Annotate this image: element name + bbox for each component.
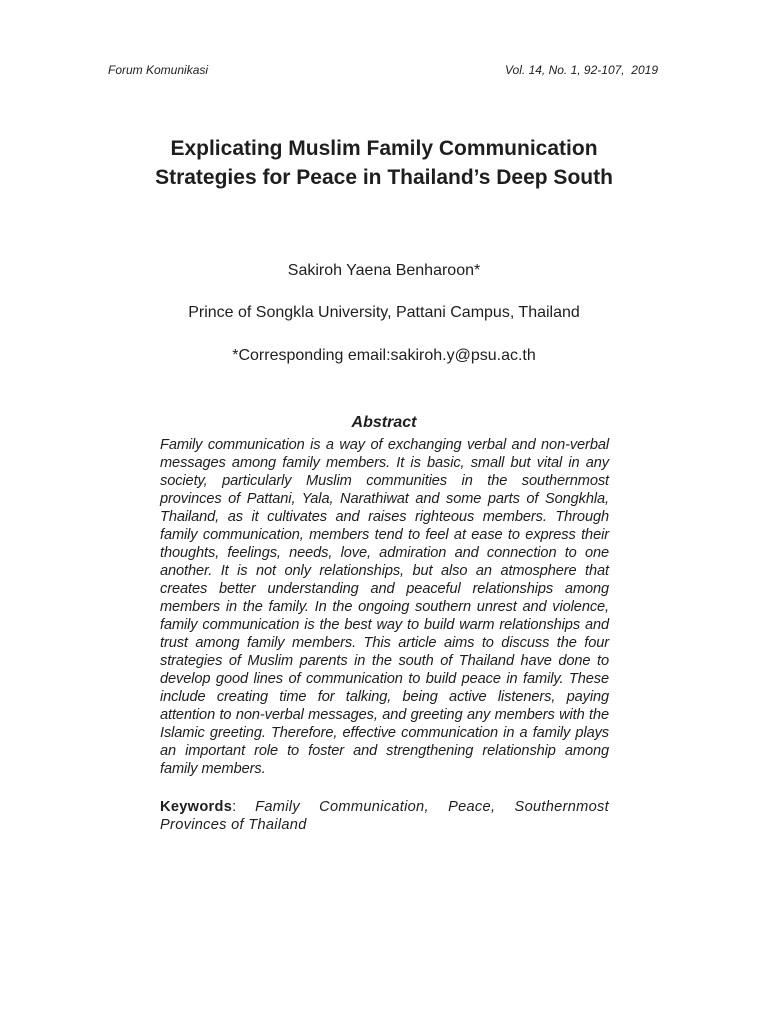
keywords <box>160 798 609 834</box>
corresponding-email: *Corresponding email:sakiroh.y@psu.ac.th <box>232 347 536 364</box>
journal-name: Forum Komunikasi <box>108 63 209 77</box>
keywords-value: Family Communication, Peace, Southernmost Provinces of Thailand <box>160 799 609 833</box>
abstract-heading: Abstract <box>351 414 417 431</box>
keywords-label: Keywords <box>160 799 233 815</box>
author-name: Sakiroh Yaena Benharoon* <box>287 262 481 279</box>
running-header <box>108 61 658 79</box>
title-line-1: Explicating Muslim Family Communication <box>170 137 598 160</box>
abstract-body: Family communication is a way of exchanging verbal and non-verbal messages among family members. It is basic, small but vital in any society, particularly Muslim communities in the southernmost provinces of Pattani, Yala, Narathiwat and some parts of Songkhla, Thailand, as it cultivates and raises righteous members. Through family communication, members tend to feel at ease to express their thoughts, feelings, needs, love, admiration and connection to one another. It is not only relationships, but also an atmosphere that creates better understanding and peaceful relationships among members in the family. In the ongoing southern unrest and violence, family communication is the best way to build warm relationships and trust among family members. This article aims to discuss the four strategies of Muslim parents in the south of Thailand have done to develop good lines of communication to build peace in family. These include creating time for talking, being active listeners, paying attention to non-verbal messages, and greeting any members with the Islamic greeting. Therefore, effective communication in a family plays an important role to foster and strengthening relationship among family members. <box>160 437 609 777</box>
author-affiliation: Prince of Songkla University, Pattani Campus, Thailand <box>188 304 580 321</box>
issue-info: Vol. 14, No. 1, 92-107, 2019 <box>505 63 658 77</box>
title-line-2: Strategies for Peace in Thailand’s Deep South <box>155 166 613 189</box>
paper-title <box>60 134 708 192</box>
keywords-separator: : <box>232 799 237 815</box>
